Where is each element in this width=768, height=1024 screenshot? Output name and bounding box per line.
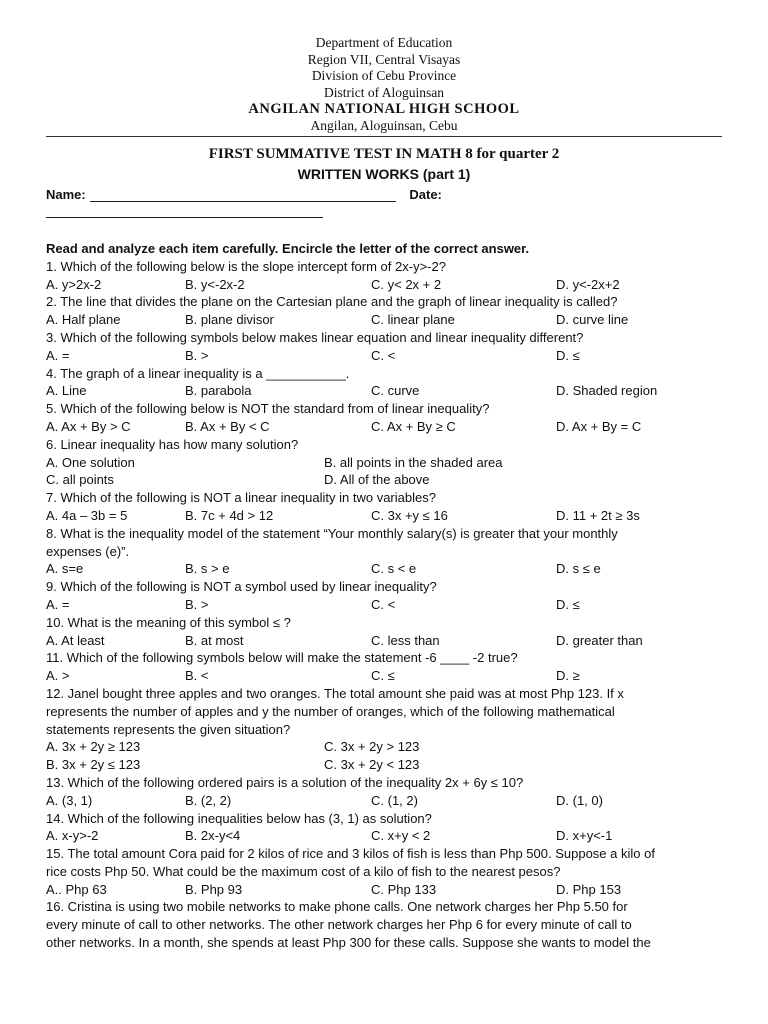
choice: C. all points [46,472,114,488]
choice: D. curve line [556,312,629,328]
date-label: Date: [409,187,442,202]
choice: D. s ≤ e [556,561,601,577]
choices-row [46,596,726,614]
name-blank [90,189,396,202]
choice: A. = [46,596,70,612]
school-name: ANGILAN NATIONAL HIGH SCHOOL [248,101,520,117]
choice: A. Half plane [46,312,121,328]
division-line: Division of Cebu Province [311,68,457,83]
header-divider [46,136,722,137]
choice: D. ≤ [556,596,580,612]
choice: A. At least [46,632,105,648]
choice: C. s < e [371,561,417,577]
choices-row [46,632,726,650]
choices-row [46,792,726,810]
extra-blank-line [46,217,323,218]
choice: B. 7c + 4d > 12 [185,507,274,523]
question-text-cont: rice costs Php 50. What could be the maximum cost of a kilo of fish to the nearest pesos? [46,863,561,879]
question-text-cont: every minute of call to other networks. The other network charges her Php 6 for every minute of call to [46,917,632,933]
question-text: 9. Which of the following is NOT a symbol used by linear inequality? [46,579,437,595]
question-text: 7. Which of the following is NOT a linear inequality in two variables? [46,490,436,506]
choice: C. < [371,596,396,612]
choices-row [46,382,726,400]
choice: D. ≤ [556,347,580,363]
question-text: 1. Which of the following below is the slope intercept form of 2x-y>-2? [46,258,446,274]
question-text: 16. Cristina is using two mobile networks to make phone calls. One network charges her Php 5.50 for [46,899,628,915]
choice: B. y<-2x-2 [185,276,245,292]
choice: D. Shaded region [556,383,658,399]
choice: B. s > e [185,561,230,577]
choice: C. y< 2x + 2 [371,276,442,292]
school-address: Angilan, Aloguinsan, Cebu [310,117,458,133]
choice: A. One solution [46,454,135,470]
choice: A. (3, 1) [46,792,93,808]
choice: A.. Php 63 [46,881,107,897]
choice: A. 3x + 2y ≥ 123 [46,739,141,755]
question-text: 3. Which of the following symbols below makes linear equation and linear inequality different? [46,329,584,345]
question-text: 13. Which of the following ordered pairs is a solution of the inequality 2x + 6y ≤ 10? [46,774,524,790]
choice: A. s=e [46,561,84,577]
choice: D. All of the above [324,472,430,488]
choice: A. > [46,668,70,684]
choice: A. x-y>-2 [46,828,99,844]
choice: C. 3x +y ≤ 16 [371,507,448,523]
question-text-cont: expenses (e)”. [46,543,130,559]
choice: C. linear plane [371,312,455,328]
choice: C. curve [371,383,420,399]
choice: A. 4a – 3b = 5 [46,507,128,523]
choices-row [46,347,726,365]
choice: C. less than [371,632,440,648]
choice: B. > [185,347,209,363]
choice: B. at most [185,632,244,648]
question-text: 11. Which of the following symbols below will make the statement -6 ____ -2 true? [46,650,518,666]
choice: D. Ax + By = C [556,418,642,434]
test-subtitle: WRITTEN WORKS (part 1) [297,166,471,182]
choices-row [46,560,726,578]
choice: C. ≤ [371,668,395,684]
choice: B. < [185,668,209,684]
question-text-cont: represents the number of apples and y the number of oranges, which of the following mathematical [46,703,615,719]
choice: A. Ax + By > C [46,418,131,434]
question-text: 10. What is the meaning of this symbol ≤ ? [46,614,291,630]
choice: D. Php 153 [556,881,622,897]
instructions: Read and analyze each item carefully. Encircle the letter of the correct answer. [46,241,530,256]
choices-row [46,418,726,436]
choices-row [46,738,726,756]
choice: B. Php 93 [185,881,243,897]
choice: D. ≥ [556,668,580,684]
name-label: Name: [46,187,86,202]
choice: C. (1, 2) [371,792,418,808]
question-text: 6. Linear inequality has how many solution? [46,436,299,452]
choice: C. x+y < 2 [371,828,431,844]
choices-row [46,471,726,489]
question-text: 5. Which of the following below is NOT the standard from of linear inequality? [46,401,490,417]
choices-row [46,507,726,525]
choice: D. (1, 0) [556,792,603,808]
choices-row [46,667,726,685]
choice: B. (2, 2) [185,792,232,808]
question-text: 4. The graph of a linear inequality is a ___________. [46,365,350,381]
school-header [0,0,768,134]
choice: C. Ax + By ≥ C [371,418,456,434]
choice: B. 2x-y<4 [185,828,241,844]
choice: C. 3x + 2y < 123 [324,757,420,773]
choices-row [46,827,726,845]
question-text: 2. The line that divides the plane on the Cartesian plane and the graph of linear inequality is called? [46,294,618,310]
questions-body [46,240,726,952]
test-title: FIRST SUMMATIVE TEST IN MATH 8 for quarter 2 [208,146,560,162]
name-date-line [46,187,442,202]
choices-row [46,756,726,774]
choice: A. = [46,347,70,363]
choice: B. parabola [185,383,252,399]
choice: C. Php 133 [371,881,437,897]
district-line: District of Aloguinsan [324,84,444,100]
choice: B. all points in the shaded area [324,454,503,470]
choice: B. 3x + 2y ≤ 123 [46,757,141,773]
question-text: 14. Which of the following inequalities below has (3, 1) as solution? [46,810,432,826]
choice: C. < [371,347,396,363]
choice: A. y>2x-2 [46,276,102,292]
department-line: Department of Education [315,35,453,50]
choices-row [46,276,726,294]
choice: D. greater than [556,632,643,648]
choice: C. 3x + 2y > 123 [324,739,420,755]
question-text: 12. Janel bought three apples and two oranges. The total amount she paid was at most Php 123. If x [46,685,624,701]
choice: A. Line [46,383,87,399]
question-text-cont: statements represents the given situation? [46,721,291,737]
region-line: Region VII, Central Visayas [307,51,461,67]
question-text: 8. What is the inequality model of the statement “Your monthly salary(s) is greater that your monthly [46,525,618,541]
choices-row [46,881,726,899]
choice: B. plane divisor [185,312,274,328]
choices-row [46,311,726,329]
choice: D. 11 + 2t ≥ 3s [556,507,640,523]
choices-row [46,454,726,472]
question-text: 15. The total amount Cora paid for 2 kilos of rice and 3 kilos of fish is less than Php 500. Suppose a kilo of [46,846,655,862]
choice: B. > [185,596,209,612]
choice: B. Ax + By < C [185,418,270,434]
choice: D. x+y<-1 [556,828,613,844]
question-text-cont: other networks. In a month, she spends at least Php 300 for these calls. Suppose she wants to model the [46,935,651,951]
choice: D. y<-2x+2 [556,276,620,292]
